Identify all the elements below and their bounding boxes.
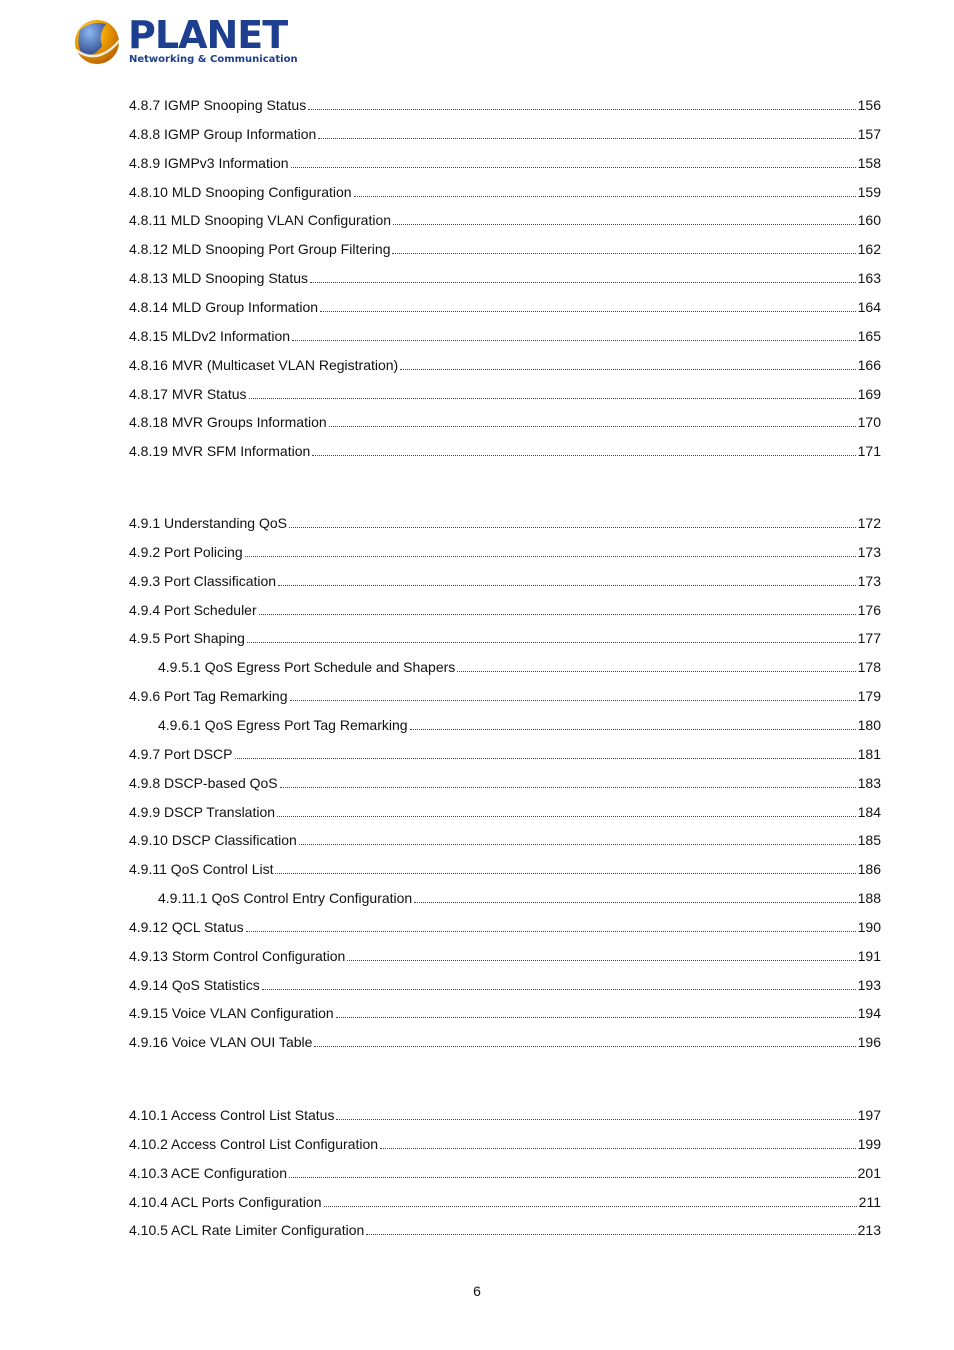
toc-entry-title: 4.9.11.1 QoS Control Entry Configuration: [158, 890, 413, 907]
logo-tagline: Networking & Communication: [129, 54, 298, 65]
toc-dot-leader: [299, 843, 856, 845]
toc-entry-page: 177: [857, 630, 881, 647]
toc-entry-page: 197: [857, 1107, 881, 1123]
toc-entry-page: 196: [857, 1034, 881, 1051]
toc-entry-title: 4.9.6.1 QoS Egress Port Tag Remarking: [158, 716, 408, 733]
toc-entry[interactable]: [129, 829, 881, 849]
toc-entry-title: 4.8.16 MVR (Multicaset VLAN Registration): [129, 356, 399, 373]
toc-dot-leader: [277, 815, 856, 817]
toc-dot-leader: [289, 1176, 856, 1178]
toc-entry-title: 4.9.6 Port Tag Remarking: [129, 688, 288, 705]
toc-dot-leader: [289, 526, 856, 528]
toc-entry-page: 169: [857, 385, 881, 402]
toc-entry-title: 4.8.15 MLDv2 Information: [129, 327, 291, 344]
toc-dot-leader: [400, 368, 855, 370]
toc-entry-title: 4.10.2 Access Control List Configuration: [129, 1135, 379, 1152]
toc-entry-title: 4.8.7 IGMP Snooping Status: [129, 97, 307, 113]
toc-dot-leader: [336, 1016, 856, 1018]
toc-entry[interactable]: [129, 296, 881, 316]
toc-entry-title: 4.9.10 DSCP Classification: [129, 832, 297, 849]
toc-entry-title: 4.9.11 QoS Control List: [129, 861, 274, 878]
toc-dot-leader: [354, 195, 856, 197]
toc-entry[interactable]: [129, 209, 881, 229]
toc-entry-page: 159: [857, 183, 881, 200]
toc-entry-title: 4.9.1 Understanding QoS: [129, 515, 287, 531]
toc-entry[interactable]: [129, 627, 881, 647]
toc-dot-leader: [366, 1233, 855, 1235]
toc-dot-leader: [308, 108, 855, 110]
page-number: 6: [473, 1283, 481, 1299]
toc-entry[interactable]: [129, 1191, 881, 1211]
toc-entry-page: 172: [857, 515, 881, 531]
toc-dot-leader: [310, 281, 856, 283]
toc-entry-title: 4.9.4 Port Scheduler: [129, 601, 257, 618]
toc-entry-page: 188: [857, 890, 881, 907]
toc-dot-leader: [245, 555, 856, 557]
toc-entry-page: 166: [857, 356, 881, 373]
toc-entry-title: 4.9.13 Storm Control Configuration: [129, 947, 346, 964]
toc-entry-page: 193: [857, 976, 881, 993]
toc-entry[interactable]: [129, 152, 881, 172]
toc-entry-title: 4.9.5.1 QoS Egress Port Schedule and Shapers: [158, 659, 456, 676]
toc-entry[interactable]: [129, 1002, 881, 1022]
toc-entry[interactable]: [129, 123, 881, 143]
toc-dot-leader: [247, 641, 856, 643]
toc-entry-page: 181: [857, 745, 881, 762]
toc-entry[interactable]: [129, 1133, 881, 1153]
toc-entry-title: 4.8.12 MLD Snooping Port Group Filtering: [129, 241, 391, 258]
toc-entry-page: 160: [857, 212, 881, 229]
toc-entry-title: 4.9.7 Port DSCP: [129, 745, 233, 762]
toc-entry-page: 164: [857, 298, 881, 315]
toc-entry-page: 165: [857, 327, 881, 344]
toc-dot-leader: [318, 137, 855, 139]
toc-entry-title: 4.8.19 MVR SFM Information: [129, 443, 311, 460]
toc-entry-title: 4.9.5 Port Shaping: [129, 630, 245, 647]
toc-entry-title: 4.9.14 QoS Statistics: [129, 976, 260, 993]
logo-wordmark: PLANET: [128, 13, 288, 57]
toc-dot-leader: [393, 223, 856, 225]
toc-dot-leader: [347, 959, 855, 961]
toc-entry-page: 179: [857, 688, 881, 705]
toc-entry-title: 4.8.17 MVR Status: [129, 385, 247, 402]
toc-entry[interactable]: [129, 1162, 881, 1182]
toc-entry-page: 180: [857, 716, 881, 733]
toc-entry-page: 211: [858, 1193, 881, 1210]
toc-entry-title: 4.9.16 Voice VLAN OUI Table: [129, 1034, 313, 1051]
toc-entry[interactable]: [129, 267, 881, 287]
toc-entry[interactable]: [129, 570, 881, 590]
toc-entry-page: 158: [857, 154, 881, 171]
toc-entry-page: 199: [857, 1135, 881, 1152]
toc-entry-page: 190: [857, 918, 881, 935]
toc-entry[interactable]: [129, 858, 881, 878]
toc-entry[interactable]: [158, 656, 881, 676]
toc-entry[interactable]: [129, 238, 881, 258]
planet-logo: [72, 13, 298, 70]
toc-entry[interactable]: [129, 354, 881, 374]
toc-entry-page: 170: [857, 414, 881, 431]
toc-entry-title: 4.8.8 IGMP Group Information: [129, 125, 317, 142]
toc-dot-leader: [235, 757, 856, 759]
toc-dot-leader: [278, 584, 856, 586]
toc-entry[interactable]: [129, 411, 881, 431]
toc-dot-leader: [275, 872, 855, 874]
toc-entry-title: 4.9.8 DSCP-based QoS: [129, 774, 278, 791]
toc-entry-title: 4.8.9 IGMPv3 Information: [129, 154, 289, 171]
toc-entry-title: 4.9.9 DSCP Translation: [129, 803, 276, 820]
toc-entry-page: 176: [857, 601, 881, 618]
toc-entry[interactable]: [129, 1104, 881, 1124]
toc-entry-title: 4.9.12 QCL Status: [129, 918, 244, 935]
toc-entry-page: 162: [857, 241, 881, 258]
toc-entry-page: 163: [857, 270, 881, 287]
toc-entry[interactable]: [129, 383, 881, 403]
toc-entry-page: 213: [857, 1222, 881, 1239]
toc-dot-leader: [292, 339, 856, 341]
toc-entry[interactable]: [129, 945, 881, 965]
toc-entry-page: 157: [857, 125, 881, 142]
toc-entry[interactable]: [129, 1031, 881, 1051]
toc-entry[interactable]: [129, 325, 881, 345]
toc-entry-title: 4.10.1 Access Control List Status: [129, 1107, 335, 1123]
toc-dot-leader: [291, 166, 856, 168]
toc-entry[interactable]: [129, 916, 881, 936]
toc-entry-title: 4.10.3 ACE Configuration: [129, 1164, 287, 1181]
toc-entry-title: 4.10.4 ACL Ports Configuration: [129, 1193, 322, 1210]
globe-icon: [72, 16, 124, 68]
toc-entry[interactable]: [129, 685, 881, 705]
toc-entry[interactable]: [129, 743, 881, 763]
toc-entry-title: 4.8.13 MLD Snooping Status: [129, 270, 309, 287]
toc-entry-title: 4.8.18 MVR Groups Information: [129, 414, 327, 431]
toc-entry-page: 185: [857, 832, 881, 849]
toc-dot-leader: [329, 425, 856, 427]
toc-entry-page: 156: [857, 97, 881, 113]
toc-entry[interactable]: [129, 801, 881, 821]
toc-entry[interactable]: [129, 772, 881, 792]
toc-entry-title: 4.9.15 Voice VLAN Configuration: [129, 1005, 334, 1022]
toc-entry-page: 173: [857, 543, 881, 560]
toc-dot-leader: [410, 728, 856, 730]
toc-dot-leader: [280, 786, 856, 788]
toc-entry[interactable]: [129, 974, 881, 994]
toc-entry-page: 178: [857, 659, 881, 676]
toc-entry-page: 184: [857, 803, 881, 820]
toc-dot-leader: [290, 699, 856, 701]
toc-dot-leader: [246, 930, 856, 932]
toc-entry[interactable]: [158, 714, 881, 734]
toc-entry[interactable]: [129, 599, 881, 619]
toc-dot-leader: [259, 613, 856, 615]
toc-entry[interactable]: [129, 94, 881, 114]
toc-entry[interactable]: [129, 541, 881, 561]
toc-entry-page: 173: [857, 572, 881, 589]
toc-dot-leader: [320, 310, 856, 312]
toc-entry-title: 4.9.3 Port Classification: [129, 572, 277, 589]
toc-dot-leader: [314, 1045, 855, 1047]
toc-entry-page: 194: [857, 1005, 881, 1022]
toc-entry[interactable]: [129, 512, 881, 532]
toc-dot-leader: [414, 901, 855, 903]
toc-entry-title: 4.8.11 MLD Snooping VLAN Configuration: [129, 212, 392, 229]
toc-dot-leader: [336, 1118, 855, 1120]
toc-entry-title: 4.10.5 ACL Rate Limiter Configuration: [129, 1222, 365, 1239]
toc-entry-page: 191: [857, 947, 881, 964]
toc-entry-page: 201: [857, 1164, 881, 1181]
toc-dot-leader: [312, 454, 855, 456]
toc-dot-leader: [324, 1205, 857, 1207]
toc-dot-leader: [392, 252, 855, 254]
toc-dot-leader: [380, 1147, 856, 1149]
toc-dot-leader: [249, 397, 856, 399]
toc-entry[interactable]: [129, 181, 881, 201]
toc-dot-leader: [262, 988, 856, 990]
toc-entry[interactable]: [129, 1219, 881, 1239]
toc-entry-page: 171: [857, 443, 881, 460]
toc-dot-leader: [457, 670, 855, 672]
toc-entry-page: 186: [857, 861, 881, 878]
toc-entry-title: 4.8.14 MLD Group Information: [129, 298, 319, 315]
toc-entry-title: 4.9.2 Port Policing: [129, 543, 243, 560]
toc-entry-title: 4.8.10 MLD Snooping Configuration: [129, 183, 352, 200]
toc-entry-page: 183: [857, 774, 881, 791]
toc-entry[interactable]: [129, 440, 881, 460]
toc-entry[interactable]: [158, 887, 881, 907]
